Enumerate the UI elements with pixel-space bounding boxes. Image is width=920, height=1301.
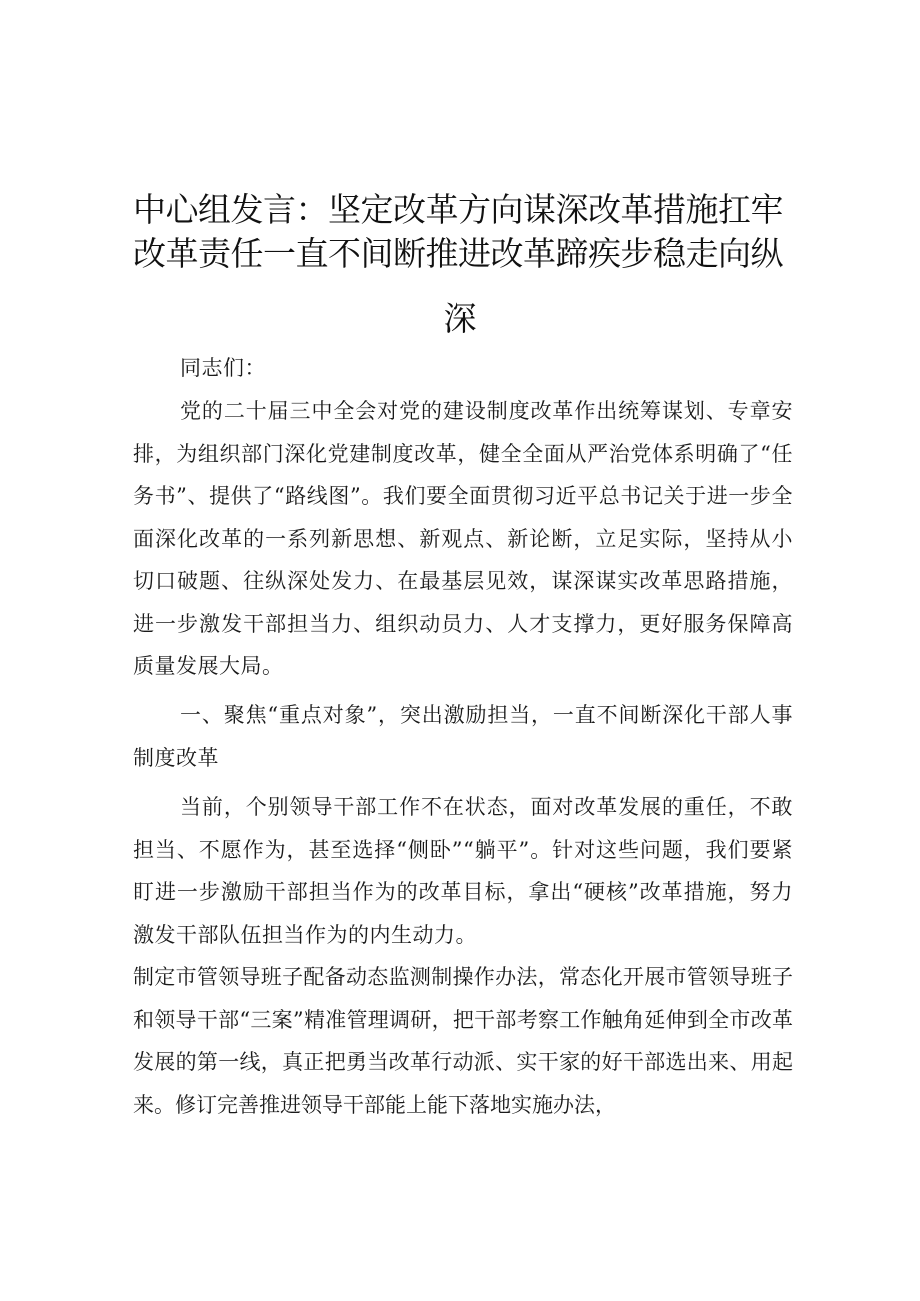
paragraph-measures: 制定市管领导班子配备动态监测制操作办法，常态化开展市管领导班子和领导干部“三案”精准管理调研，把干部考察工作触角延伸到全市改革发展的第一线，真正把勇当改革行动派、实干家的好干部选出来、用起来。修订完善推进领导干部能上能下落地实施办法， bbox=[133, 965, 793, 1117]
section-heading-1: 一、聚焦“重点对象”，突出激励担当，一直不间断深化干部人事制度改革 bbox=[133, 703, 793, 770]
document-title-tail: 深 bbox=[443, 299, 477, 338]
salutation: 同志们： bbox=[180, 356, 266, 380]
paragraph-current-situation: 当前，个别领导干部工作不在状态，面对改革发展的重任，不敢担当、不愿作为，甚至选择“侧卧”“躺平”。针对这些问题，我们要紧盯进一步激励干部担当作为的改革目标，拿出“硬核”改革措施，努力激发干部队伍担当作为的内生动力。 bbox=[133, 795, 793, 947]
document-title: 中心组发言：坚定改革方向谋深改革措施扛牢改革责任一直不间断推进改革蹄疾步稳走向纵 bbox=[133, 190, 783, 273]
paragraph-intro: 党的二十届三中全会对党的建设制度改革作出统筹谋划、专章安排，为组织部门深化党建制度改革，健全全面从严治党体系明确了“任务书”、提供了“路线图”。我们要全面贯彻习近平总书记关于进一步全面深化改革的一系列新思想、新观点、新论断，立足实际，坚持从小切口破题、往纵深处发力、在最基层见效，谋深谋实改革思路措施，进一步激发干部担当力、组织动员力、人才支撑力，更好服务保障高质量发展大局。 bbox=[133, 399, 793, 678]
